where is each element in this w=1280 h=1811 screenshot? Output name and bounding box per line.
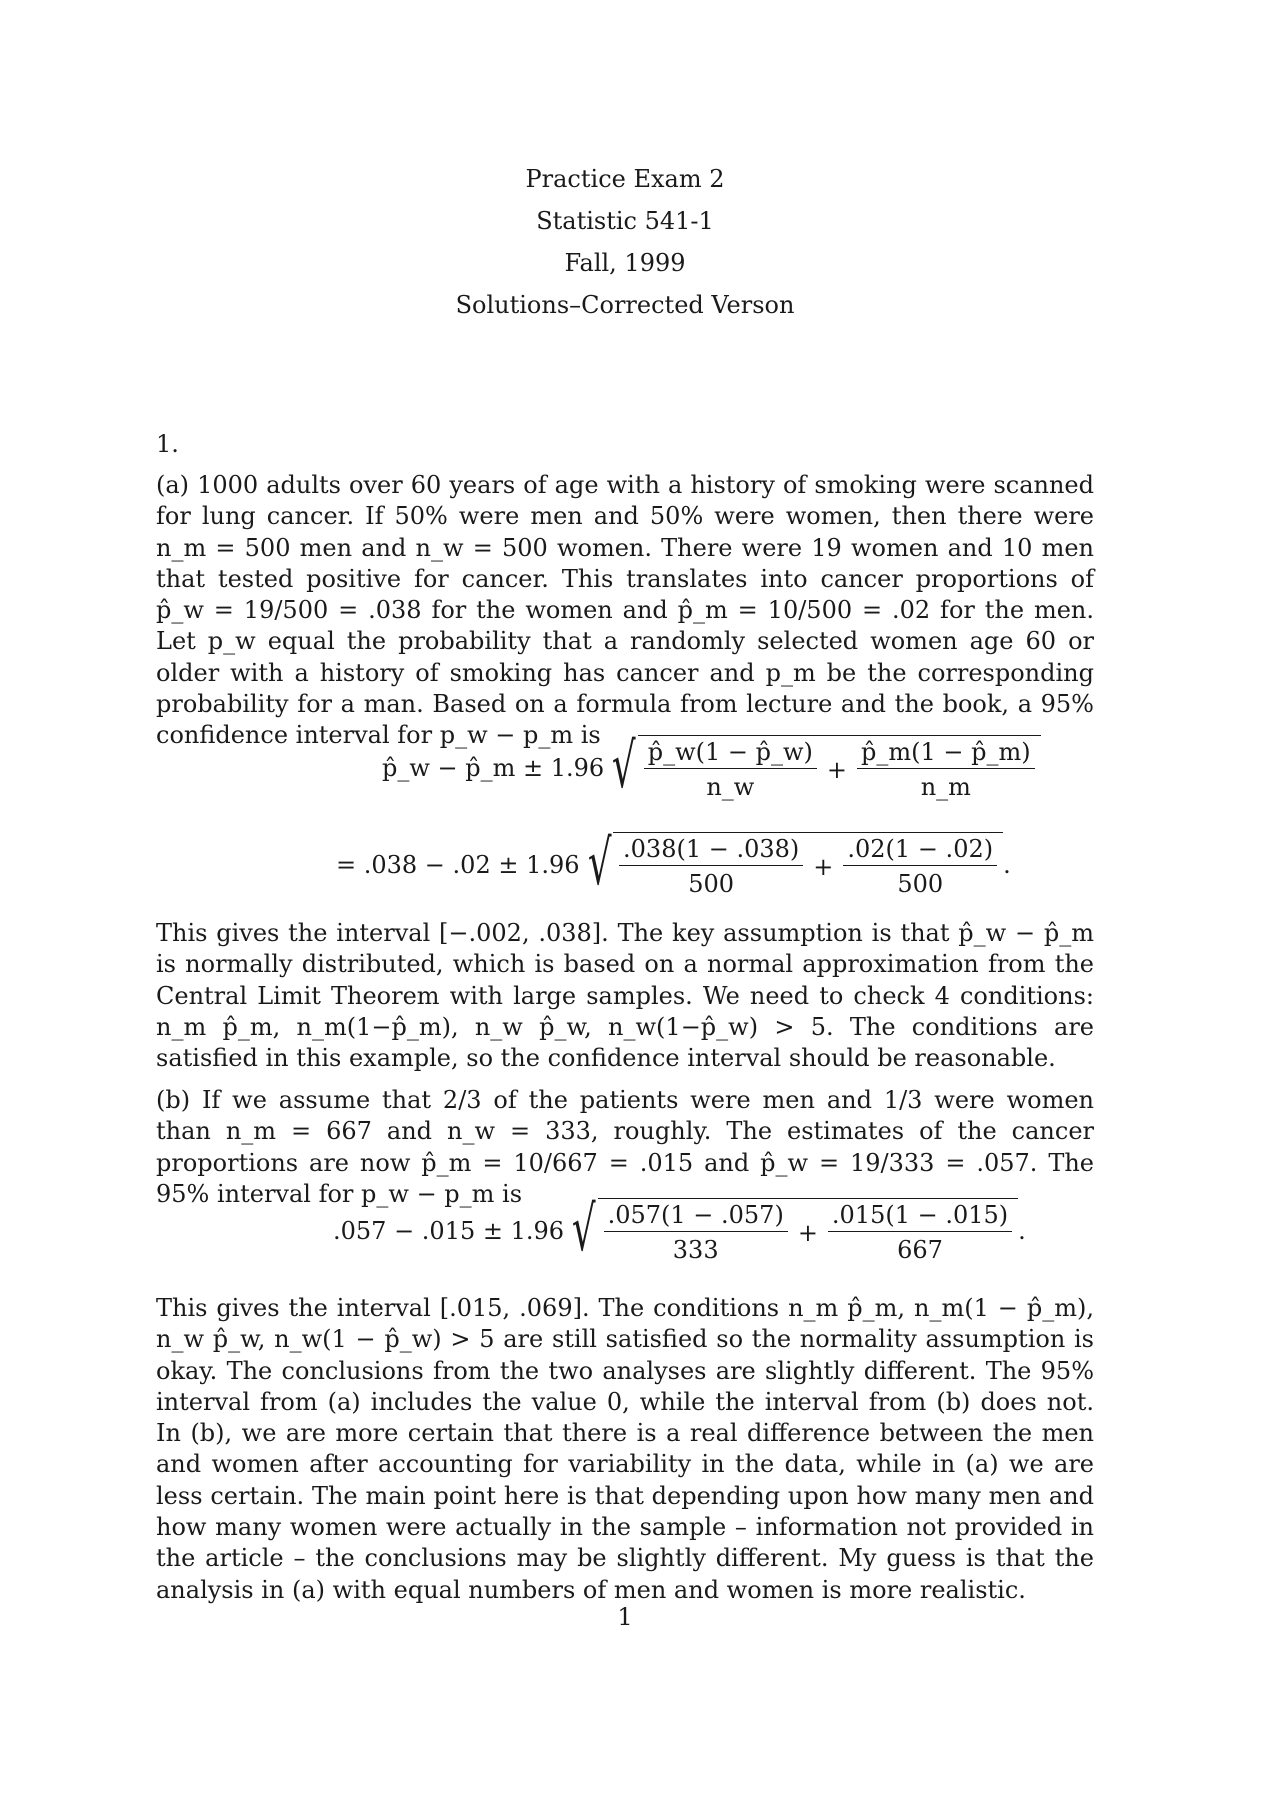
denominator: 500 xyxy=(897,870,944,898)
square-root xyxy=(564,1192,1018,1265)
formula-ci-numeric-b xyxy=(333,1192,1026,1265)
denominator: 500 xyxy=(688,870,735,898)
denominator: 667 xyxy=(897,1236,943,1264)
formula-ci-general xyxy=(382,729,1041,802)
title-block xyxy=(0,158,1250,326)
radical-sign: √ xyxy=(587,826,612,899)
term: Fall, 1999 xyxy=(564,249,686,277)
denominator: n_w xyxy=(706,773,755,801)
radicand xyxy=(638,735,1041,801)
exam-title: Practice Exam 2 xyxy=(525,165,725,193)
fraction xyxy=(644,738,817,801)
course-name: Statistic 541-1 xyxy=(536,207,714,235)
fraction xyxy=(857,738,1035,801)
document-subtitle: Solutions–Corrected Verson xyxy=(455,291,795,319)
formula-prefix: p̂_w − p̂_m ± 1.96 xyxy=(382,754,605,782)
formula-prefix: = .038 − .02 ± 1.96 xyxy=(336,851,580,879)
plus-sign: + xyxy=(813,852,834,881)
part-b-intro: (b) If we assume that 2/3 of the patients were men and 1/3 were women than n_m = 667 and n_w = 333, roughly. The estimates of the cancer proportions are now p̂_m = 10/667 = .015 and p̂_w = 19/333 = .057. The 95% interval for p_w − p_m is xyxy=(156,1086,1094,1208)
formula-ci-numeric-a xyxy=(336,826,1011,899)
denominator: 333 xyxy=(672,1236,719,1264)
numerator: .02(1 − .02) xyxy=(843,835,997,866)
plus-sign: + xyxy=(826,755,848,784)
formula-prefix: .057 − .015 ± 1.96 xyxy=(333,1217,565,1245)
fraction xyxy=(619,835,803,898)
part-a-conclusion: This gives the interval [−.002, .038]. The key assumption is that p̂_w − p̂_m is normally distributed, which is based on a normal approximation from the Central Limit Theorem with large samples. We need to check 4 conditions: n_m p̂_m, n_m(1−p̂_m), n_w p̂_w, n_w(1−p̂_w) > 5. The conditions are satisfied in this example, so the confidence interval should be reasonable. xyxy=(156,919,1094,1073)
formula-period: . xyxy=(1003,851,1011,879)
radical-sign: √ xyxy=(612,729,636,802)
radicand xyxy=(598,1198,1019,1264)
square-root xyxy=(604,729,1040,802)
radicand xyxy=(613,832,1003,898)
fraction xyxy=(843,835,997,898)
numerator: p̂_m(1 − p̂_m) xyxy=(857,738,1035,769)
numerator: .057(1 − .057) xyxy=(604,1201,788,1232)
page-number: 1 xyxy=(617,1603,633,1631)
numerator: p̂_w(1 − p̂_w) xyxy=(644,738,817,769)
problem-number: 1. xyxy=(156,430,179,458)
formula-period: . xyxy=(1018,1217,1026,1245)
plus-sign: + xyxy=(797,1218,818,1247)
fraction xyxy=(604,1201,788,1264)
part-a-intro: (a) 1000 adults over 60 years of age with a history of smoking were scanned for lung cancer. If 50% were men and 50% were women, then there were n_m = 500 men and n_w = 500 women. There were 19 women and 10 men that tested positive for cancer. This translates into cancer proportions of p̂_w = 19/500 = .038 for the women and p̂_m = 10/500 = .02 for the men. Let p_w equal the probability that a randomly selected women age 60 or older with a history of smoking has cancer and p_m be the corresponding probability for a man. Based on a formula from lecture and the book, a 95% confidence interval for p_w − p_m is xyxy=(156,471,1094,750)
numerator: .015(1 − .015) xyxy=(828,1201,1012,1232)
denominator: n_m xyxy=(920,773,971,801)
part-b-conclusion: This gives the interval [.015, .069]. The conditions n_m p̂_m, n_m(1 − p̂_m), n_w p̂_w, n_w(1 − p̂_w) > 5 are still satisfied so the normality assumption is okay. The conclusions from the two analyses are slightly different. The 95% interval from (a) includes the value 0, while the interval from (b) does not. In (b), we are more certain that there is a real difference between the men and women after accounting for variability in the data, while in (a) we are less certain. The main point here is that depending upon how many men and how many women were actually in the sample – information not provided in the article – the conclusions may be slightly different. My guess is that the analysis in (a) with equal numbers of men and women is more realistic. xyxy=(156,1294,1094,1604)
fraction xyxy=(828,1201,1012,1264)
radical-sign: √ xyxy=(571,1192,596,1265)
square-root xyxy=(580,826,1004,899)
numerator: .038(1 − .038) xyxy=(619,835,803,866)
